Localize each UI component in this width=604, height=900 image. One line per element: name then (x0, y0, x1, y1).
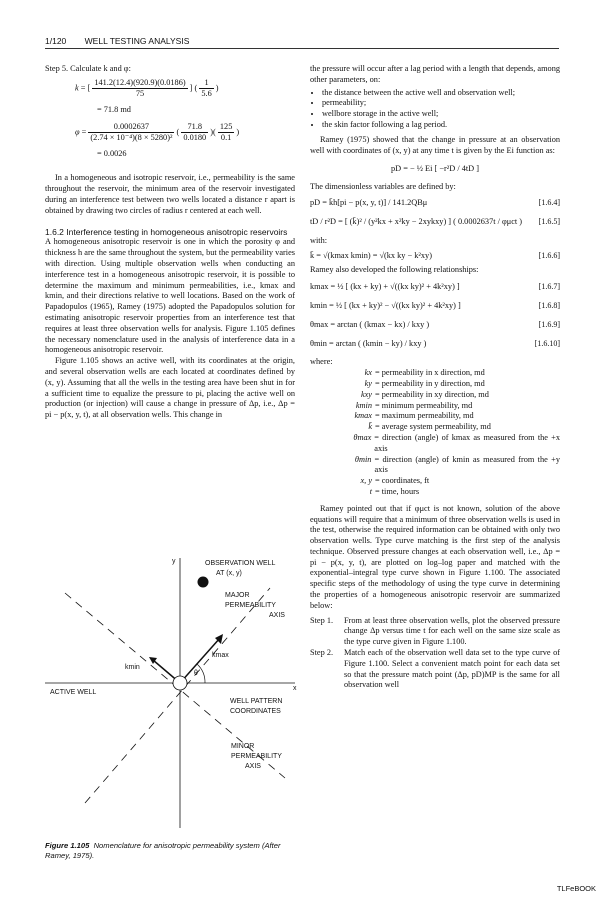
ramey-paragraph-2: Ramey pointed out that if φμct is not known, solution of the above equations will require that a minimum of three observation wells is used in the test, otherwise the required information can be obtained with only two observation wells. Type curve matching is the first step of the analysis technique. Observed pressure changes at each observation well, i.e., Δp = pi − p(x, y, t), are plotted on log–log paper and matched with the exponential–integral type curve shown in Figure 1.100. The associated specific steps of the methodology of using the type curve in determining the properties of a homogeneous anisotropic reservoir are summarized below: (310, 503, 560, 610)
definition-row: kxy = permeability in xy direction, md (360, 389, 489, 399)
also-text: Ramey also developed the following relationships: (310, 265, 479, 275)
kmax-label: kmax (212, 652, 229, 659)
definition-row: kmin = minimum permeability, md (355, 400, 473, 410)
pattern-label-2: COORDINATES (230, 708, 281, 715)
observation-well-marker (198, 577, 209, 588)
page-number: 1/120 (45, 36, 67, 46)
ei-equation: pD = − ½ Ei [ −r²D / 4tD ] (391, 164, 479, 174)
k-frac1: $\frac{141.2(12.4)(920.9)(0.0186)}{75}$ (94, 77, 186, 98)
kmin-label: kmin (125, 664, 140, 671)
active-well-label: ACTIVE WELL (50, 689, 97, 696)
k-result: = 71.8 md (97, 104, 131, 114)
definition-row: k̄ = average system permeability, md (368, 422, 491, 432)
major-label-1: MAJOR (225, 592, 250, 599)
definition-row: kx = permeability in x direction, md (364, 368, 485, 378)
major-label-3: AXIS (269, 612, 285, 619)
list-item: • the distance between the active well and observation well; (322, 88, 560, 99)
definition-row: θmin = direction (angle) of kmin as measured from the +y axis (354, 454, 560, 475)
step-1: Step 1. From at least three observation wells, plot the observed pressure change Δp versus time t for each well on the same size scale as the type curve given in Figure 1.100. (310, 615, 560, 647)
equation-1-6-6: k̄ = √(kmax kmin) = √(kx ky − k²xy) [1.6.6] (310, 250, 560, 260)
caption-text: Nomenclature for anisotropic permeability system (After Ramey, 1975). (45, 841, 281, 860)
caption-number: Figure 1.105 (45, 841, 90, 850)
major-axis-line (85, 588, 270, 803)
k-frac2: $\frac{1}{5.6}$ (201, 77, 212, 98)
anisotropy-figure (45, 548, 300, 838)
pattern-label-1: WELL PATTERN (230, 698, 283, 705)
left-column (45, 64, 295, 421)
intro-text: the pressure will occur after a lag period with a length that depends, among other parameters, on: (310, 64, 560, 84)
paragraph-isotropic: In a homogeneous and isotropic reservoir, i.e., permeability is the same throughout the reservoir, the minimum area of the reservoir investigated during an interference test between two wells located a distance r apart is obtained by drawing two circles of radius r centered at each well. (45, 173, 295, 215)
phi-equation: φ = $\frac{0.0002637}{\text{(2.74 × 10⁻⁴)(8 × 5280)²}}$ ( $\frac{71.8}{0.0180}$ )( $\frac{125}{0.1}$ ) (75, 121, 240, 142)
dimless-text: The dimensionless variables are defined by: (310, 182, 456, 192)
definitions-list (346, 368, 560, 498)
list-item: • the skin factor following a lag period. (322, 120, 560, 131)
active-well-marker (173, 676, 187, 690)
paragraph-figure-desc: Figure 1.105 shows an active well, with its coordinates at the origin, and several observation wells are each located at coordinates defined by (x, y). Assuming that all the wells in the testing area have been shut in for a sufficient time to equalize the pressure to pi, placing the active well on production (or injection) will cause a change in pressure of Δp, i.e., Δp = pi − p(x, y, t), at all observation wells. This change in (45, 356, 295, 420)
list-item: • permeability; (322, 98, 560, 109)
y-label: y (172, 558, 176, 565)
header-rule (45, 48, 559, 49)
minor-label-1: MINOR (231, 743, 255, 750)
equation-1-6-8: kmin = ½ [ (kx + ky)² − √((kx ky)² + 4k²xy) ] [1.6.8] (310, 300, 560, 310)
factor-list (310, 88, 560, 131)
list-item: • wellbore storage in the active well; (322, 109, 560, 120)
step5-text: Step 5. Calculate k and φ: (45, 64, 131, 73)
x-label: x (293, 685, 297, 692)
figure-caption (45, 841, 295, 860)
definition-row: x, y = coordinates, ft (360, 476, 430, 486)
ramey-paragraph: Ramey (1975) showed that the change in pressure at an observation well with coordinates of (x, y) at any time t is given by the Ei function as: (310, 134, 560, 155)
equation-1-6-4: pD = k̄h[pi − p(x, y, t)] / 141.2QBμ [1.6.4] (310, 198, 560, 208)
obs-label: OBSERVATION WELL (205, 560, 276, 567)
major-label-2: PERMEABILITY (225, 602, 276, 609)
k-equation: k = [ $\frac{141.2(12.4)(920.9)(0.0186)}{75}$ ] ( $\frac{1}{5.6}$ ) (75, 77, 219, 98)
equation-1-6-5: tD / r²D = [ (k̄)² / (y²kx + x²ky − 2xykxy) ] ( 0.0002637t / φμct ) [1.6.5] (310, 216, 560, 226)
minor-label-2: PERMEABILITY (231, 753, 282, 760)
definition-row: t = time, hours (369, 486, 420, 496)
equation-1-6-7: kmax = ½ [ (kx + ky) + √((kx ky)² + 4k²xy) ] [1.6.7] (310, 282, 560, 292)
equation-1-6-9: θmax = arctan ( (kmax − kx) / kxy ) [1.6.9] (310, 319, 560, 329)
minor-label-3: AXIS (245, 763, 261, 770)
step-2: Step 2. Match each of the observation well data set to the type curve of Figure 1.100. Select a convenient match point for each data set so that the pressure match point (Δp, pD)MP is the same for all observation well (310, 648, 560, 690)
definition-row: kmax = maximum permeability, md (354, 411, 474, 421)
kmax-arrow (180, 638, 220, 683)
definition-row: ky = permeability in y direction, md (364, 378, 485, 388)
theta-arc (197, 664, 205, 683)
running-title: WELL TESTING ANALYSIS (84, 36, 190, 46)
where-text: where: (310, 357, 333, 367)
equation-1-6-10: θmin = arctan ( (kmin − ky) / kxy ) [1.6.10] (310, 338, 560, 348)
footer-watermark: TLFeBOOK (556, 884, 596, 893)
phi-result: = 0.0026 (97, 148, 127, 158)
paragraph-anisotropic: A homogeneous anisotropic reservoir is one in which the porosity φ and thickness h are the same throughout the system, but the permeability varies with direction. Using multiple observation wells when conducting an interference test in a homogeneous anisotropic reservoir, it is possible to determine the maximum and minimum permeabilities, i.e., kmax and kmin, and their directions relative to well locations. Based on the work of Papadopulos (1965), Ramey (1975) adopted the Papadopulos solution for estimating anisotropic reservoir properties from an interference test that requires at least three observation wells for analysis. Figure 1.105 defines the necessary nomenclature used in the analysis of interference data in a homogeneous anisotropic reservoir. (45, 237, 295, 355)
section-heading: 1.6.2 Interference testing in homogeneous anisotropic reservoirs (45, 226, 288, 237)
with-text: with: (310, 235, 328, 245)
right-column (310, 64, 560, 691)
theta-label: θ (194, 670, 198, 677)
obs-label-2: AT (x, y) (216, 570, 242, 577)
definition-row: θmax = direction (angle) of kmax as measured from the +x axis (353, 432, 560, 453)
